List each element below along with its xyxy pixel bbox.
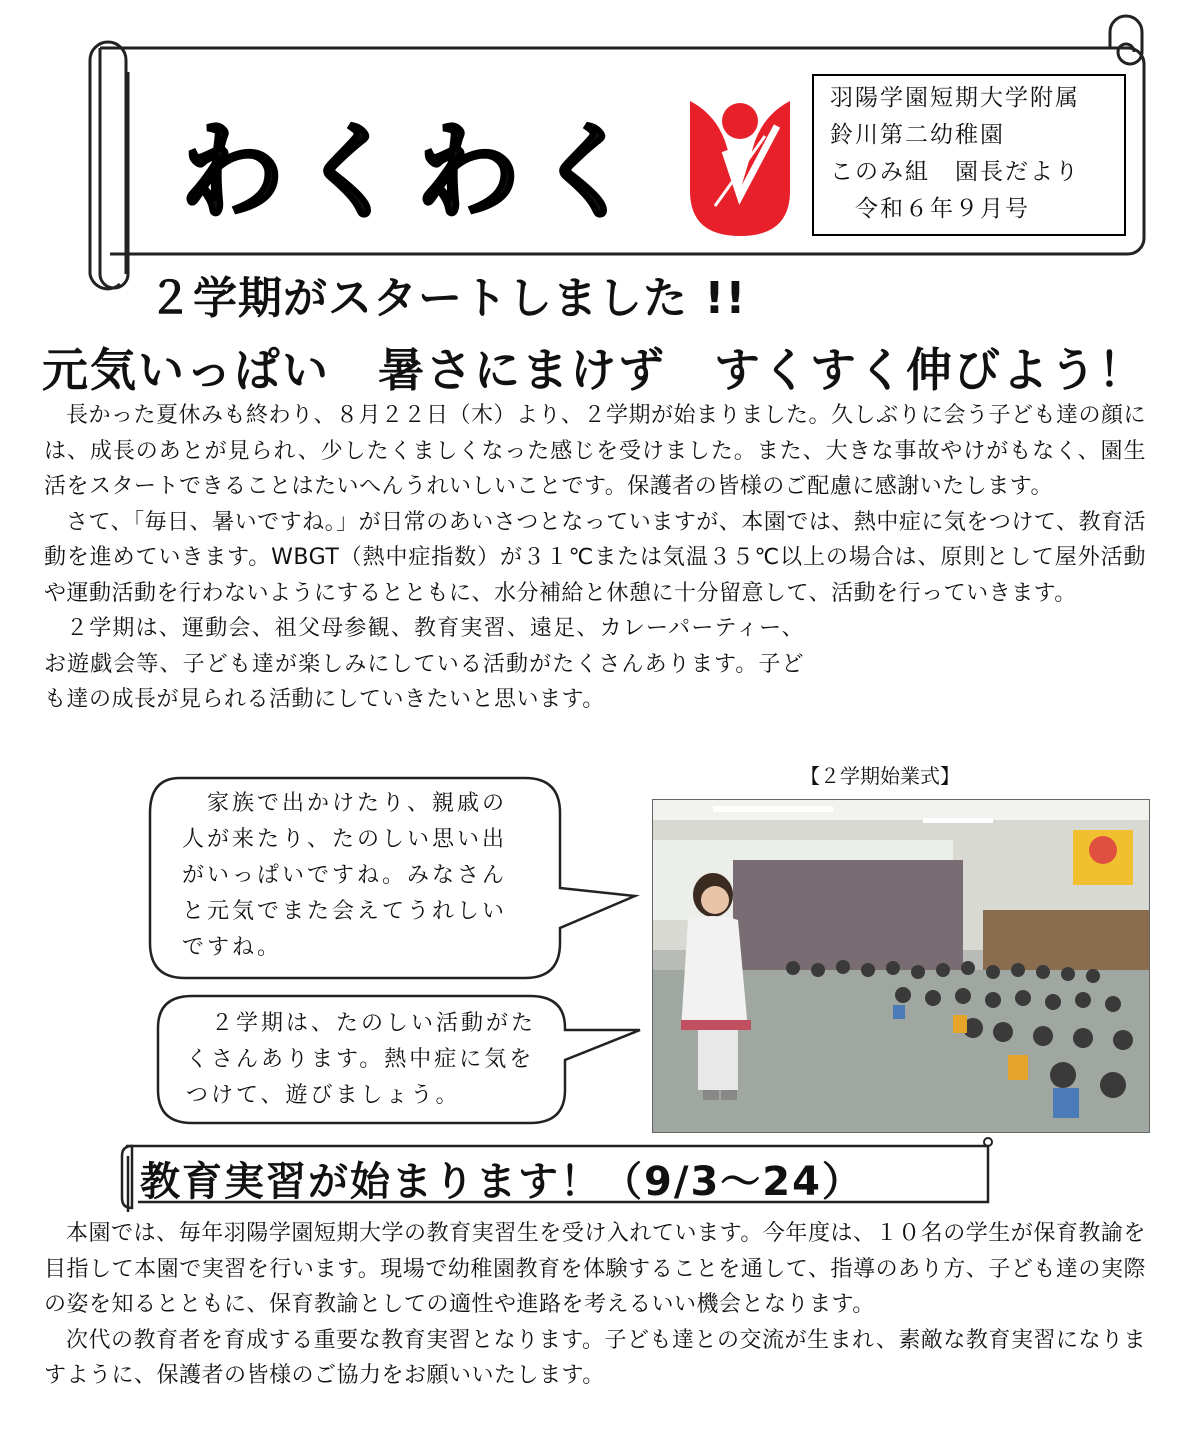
photo-caption: 【２学期始業式】 xyxy=(800,764,960,788)
headline-slogan: 元気いっぱい 暑さにまけず すくすく伸びよう！ xyxy=(42,343,1146,397)
paragraph: 次代の教育者を育成する重要な教育実習となります。子ども達との交流が生まれ、素敵な教育実習になりますように、保護者の皆様のご協力をお願いいたします。 xyxy=(44,1327,1146,1388)
info-line: 鈴川第二幼稚園 xyxy=(830,122,1005,148)
paragraph: さて、「毎日、暑いですね。」が日常のあいさつとなっていますが、本園では、熱中症に気をつけて、教育活動を進めていきます。WBGT（熱中症指数）が３１℃または気温３５℃以上の場合は、原則として屋外活動や運動活動を行わないようにするとともに、水分補給と休憩に十分留意して、活動を行っていきます。 xyxy=(44,509,1146,606)
info-line: 羽陽学園短期大学附属 xyxy=(830,85,1080,111)
info-line: 令和６年９月号 xyxy=(830,196,1030,222)
paragraph: 本園では、毎年羽陽学園短期大学の教育実習生を受け入れています。今年度は、１０名の学生が保育教諭を目指して本園で実習を行います。現場で幼稚園教育を体験することを通して、指導のあり方、子ども達の実際の姿を知るとともに、保育教諭としての適性や進路を考えるいい機会となります。 xyxy=(44,1221,1146,1317)
bubble-line: 家族で出かけたり、親戚の xyxy=(182,791,508,816)
tulip-logo-icon xyxy=(685,96,795,241)
bubble-line: と元気でまた会えてうれしい xyxy=(182,899,508,924)
bubble-line: ２学期は、たのしい活動がた xyxy=(186,1011,537,1036)
bubble-line: くさんあります。熱中症に気を xyxy=(186,1047,535,1072)
bubble-line: がいっぱいですね。みなさん xyxy=(182,863,508,888)
bubble-line: 人が来たり、たのしい思い出 xyxy=(182,827,508,852)
school-info-box xyxy=(812,74,1126,236)
info-line: このみ組 園長だより xyxy=(830,159,1080,185)
headline-teaching-practice: 教育実習が始まります！（9/3～24） xyxy=(140,1159,864,1205)
paragraph: ２学期は、運動会、祖父母参観、教育実習、遠足、カレーパーティー、お遊戯会等、子ども達が楽しみにしている活動がたくさんあります。子ども達の成長が見られる活動にしていきたいと思います。 xyxy=(44,616,804,712)
section2-body xyxy=(44,1216,1146,1394)
bubble-line: つけて、遊びましょう。 xyxy=(186,1083,461,1108)
headline-term-start: ２学期がスタートしました !! xyxy=(148,273,747,324)
bubble-text-1 xyxy=(182,786,507,966)
bubble-line: ですね。 xyxy=(182,935,283,960)
bubble-text-2 xyxy=(186,1006,536,1114)
paragraph: 長かった夏休みも終わり、８月２２日（木）より、２学期が始まりました。久しぶりに会う子ども達の顔には、成長のあとが見られ、少したくましくなった感じを受けました。また、大きな事故やけがもなく、園生活をスタートできることはたいへんうれいしいことです。保護者の皆様のご配慮に感謝いたします。 xyxy=(44,403,1147,499)
section1-body xyxy=(44,398,1146,718)
ceremony-photo xyxy=(652,799,1150,1133)
newsletter-title: わくわく xyxy=(180,111,653,233)
